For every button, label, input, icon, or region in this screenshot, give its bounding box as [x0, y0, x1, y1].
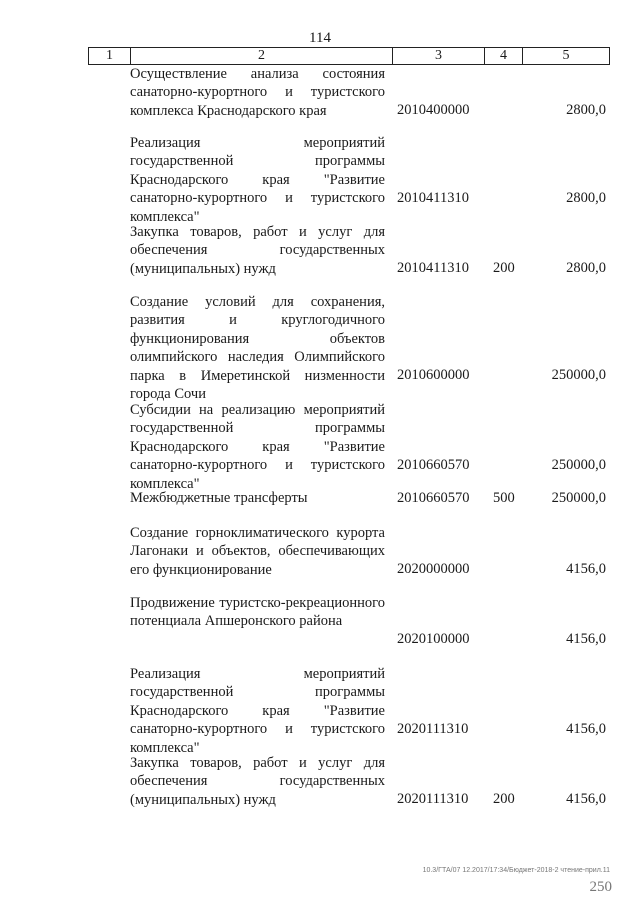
row-description: Закупка товаров, работ и услуг для обеспечения государственных (муниципальных) нужд — [130, 224, 385, 277]
row-amount: 4156,0 — [566, 721, 606, 737]
page-number: 114 — [309, 30, 331, 46]
row-amount: 4156,0 — [566, 561, 606, 577]
footer-page-number: 250 — [589, 879, 612, 895]
row-code: 2020111310 — [397, 791, 469, 807]
document-stamp: 10.3/ГТА/07 12.2017/17:34/Бюджет-2018-2 чтение-прил.11 — [422, 867, 610, 874]
row-description: Осуществление анализа состояния санаторно-курортного и туристского комплекса Краснодарского края — [130, 66, 385, 119]
row-amount: 2800,0 — [566, 102, 606, 118]
row-amount: 250000,0 — [551, 457, 606, 473]
header-col-4: 4 — [485, 48, 523, 64]
row-code: 2020100000 — [397, 631, 470, 647]
header-col-1: 1 — [89, 48, 131, 64]
row-code: 2010660570 — [397, 490, 470, 506]
row-code: 2020000000 — [397, 561, 470, 577]
row-description: Продвижение туристско-рекреационного потенциала Апшеронского района — [130, 595, 385, 630]
row-amount: 250000,0 — [551, 367, 606, 383]
table-header — [88, 47, 610, 65]
row-amount: 4156,0 — [566, 791, 606, 807]
row-description: Создание условий для сохранения, развития и круглогодичного функционирования объектов олимпийского наследия Олимпийского парка в Имеретинской низменности города Сочи — [130, 294, 385, 403]
row-code: 2010411310 — [397, 190, 469, 206]
row-kvr: 200 — [493, 791, 515, 807]
row-amount: 250000,0 — [551, 490, 606, 506]
row-description: Закупка товаров, работ и услуг для обеспечения государственных (муниципальных) нужд — [130, 755, 385, 808]
row-code: 2010660570 — [397, 457, 470, 473]
row-description: Межбюджетные трансферты — [130, 490, 308, 506]
row-amount: 2800,0 — [566, 260, 606, 276]
row-code: 2020111310 — [397, 721, 469, 737]
header-col-5: 5 — [562, 48, 570, 63]
row-kvr: 500 — [493, 490, 515, 506]
row-code: 2010411310 — [397, 260, 469, 276]
row-code: 2010600000 — [397, 367, 470, 383]
row-amount: 2800,0 — [566, 190, 606, 206]
row-code: 2010400000 — [397, 102, 470, 118]
row-description: Реализация мероприятий государственной программы Краснодарского края "Развитие санаторно-курортного и туристского комплекса" — [130, 666, 385, 756]
row-kvr: 200 — [493, 260, 515, 276]
row-description: Реализация мероприятий государственной программы Краснодарского края "Развитие санаторно-курортного и туристского комплекса" — [130, 135, 385, 225]
row-amount: 4156,0 — [566, 631, 606, 647]
row-description: Субсидии на реализацию мероприятий государственной программы Краснодарского края "Развитие санаторно-курортного и туристского комплекса" — [130, 402, 385, 492]
row-description: Создание горноклиматического курорта Лагонаки и объектов, обеспечивающих его функционирование — [130, 525, 385, 578]
header-col-2: 2 — [131, 48, 393, 64]
header-col-3: 3 — [393, 48, 485, 64]
